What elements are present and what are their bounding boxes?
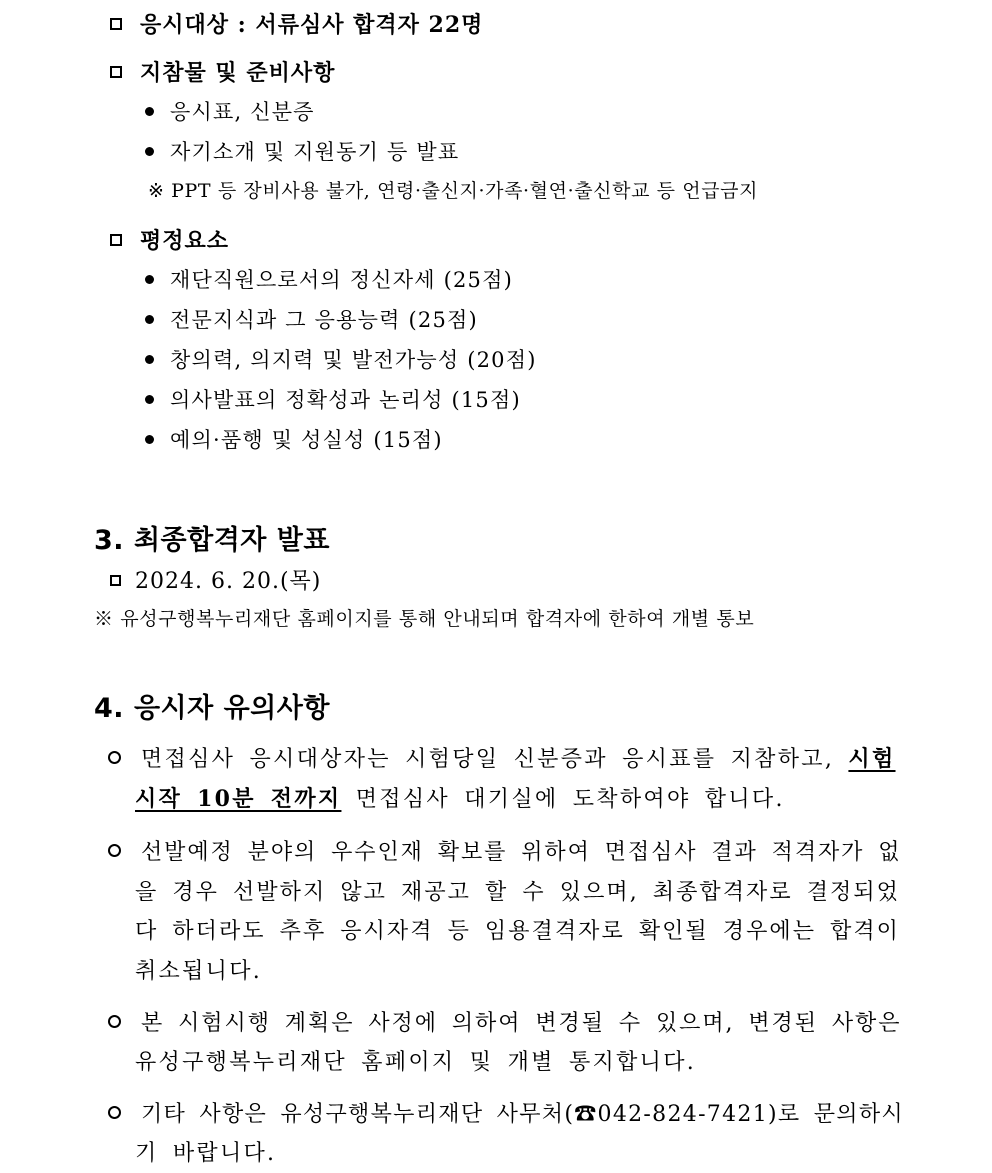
notice-paragraph-4-line-2: 기 바랍니다. — [135, 1141, 277, 1166]
list-item-text: 창의력, 의지력 및 발전가능성 (20점) — [170, 348, 537, 372]
section3-note: ※ 유성구행복누리재단 홈페이지를 통해 안내되며 합격자에 한하여 개별 통보 — [94, 608, 755, 630]
notice-paragraph-2-line-3: 다 하더라도 추후 응시자격 등 임용결격자로 확인될 경우에는 합격이 — [135, 919, 900, 944]
bullet-icon — [145, 395, 154, 404]
circle-bullet-icon — [108, 1015, 121, 1028]
list-item-text: 의사발표의 정확성과 논리성 (15점) — [170, 388, 521, 412]
checkbox-square-icon — [110, 18, 122, 30]
bullet-icon — [145, 435, 154, 444]
bullet-icon — [145, 355, 154, 364]
checkbox-square-icon — [110, 66, 122, 78]
p3-text: 본 시험시행 계획은 사정에 의하여 변경될 수 있으며, 변경된 사항은 — [141, 1011, 902, 1036]
checkbox-square-icon — [110, 575, 121, 586]
list-item — [145, 424, 443, 454]
items-label: 지참물 및 준비사항 — [140, 60, 336, 86]
notice-paragraph-2-line-2: 을 경우 선발하지 않고 재공고 할 수 있으며, 최종합격자로 결정되었 — [135, 880, 900, 905]
list-item-text: 예의·품행 및 성실성 (15점) — [170, 428, 443, 452]
criteria-label: 평정요소 — [140, 228, 230, 254]
notice-paragraph-4-line-1 — [108, 1097, 904, 1128]
circle-bullet-icon — [108, 751, 121, 764]
circle-bullet-icon — [108, 1106, 121, 1119]
list-item — [145, 264, 513, 294]
items-note: ※ PPT 등 장비사용 불가, 연령·출신지·가족·혈연·출신학교 등 언급금지 — [148, 180, 759, 202]
notice-paragraph-3-line-2: 유성구행복누리재단 홈페이지 및 개별 통지합니다. — [135, 1050, 697, 1075]
list-item — [145, 304, 478, 334]
p2-text: 선발예정 분야의 우수인재 확보를 위하여 면접심사 결과 적격자가 없 — [141, 840, 902, 865]
bullet-icon — [145, 147, 154, 156]
list-item-text: 재단직원으로서의 정신자세 (25점) — [170, 268, 513, 292]
list-item — [145, 384, 521, 414]
items-heading — [110, 56, 335, 87]
p1-text-a: 면접심사 응시대상자는 시험당일 신분증과 응시표를 지참하고, — [141, 747, 849, 772]
p1-text-b: 면접심사 대기실에 도착하여야 합니다. — [341, 787, 785, 812]
bullet-icon — [145, 275, 154, 284]
list-item-text: 자기소개 및 지원동기 등 발표 — [170, 140, 460, 164]
exam-target-line — [110, 8, 483, 39]
section3-date: 2024. 6. 20.(목) — [135, 569, 322, 594]
notice-paragraph-1-line-2 — [135, 782, 785, 813]
p1-emphasis-1: 시험 — [848, 746, 896, 772]
list-item — [145, 344, 537, 374]
circle-bullet-icon — [108, 844, 121, 857]
exam-target-value: 서류심사 합격자 22명 — [255, 12, 484, 38]
p1-emphasis-2: 시작 10분 전까지 — [135, 786, 342, 812]
list-item — [145, 96, 315, 126]
section3-title: 3. 최종합격자 발표 — [94, 525, 330, 556]
notice-paragraph-2-line-1 — [108, 835, 901, 866]
list-item-text: 전문지식과 그 응용능력 (25점) — [170, 308, 478, 332]
checkbox-square-icon — [110, 234, 122, 246]
exam-target-label: 응시대상 : — [140, 12, 256, 38]
p4-text: 기타 사항은 유성구행복누리재단 사무처(☎042-824-7421)로 문의하시 — [141, 1102, 904, 1127]
criteria-heading — [110, 224, 229, 255]
list-item — [145, 136, 459, 166]
section4-title: 4. 응시자 유의사항 — [94, 693, 330, 724]
list-item-text: 응시표, 신분증 — [170, 100, 315, 124]
notice-paragraph-3-line-1 — [108, 1006, 901, 1037]
section3-date-line — [110, 564, 321, 595]
bullet-icon — [145, 315, 154, 324]
notice-paragraph-1-line-1 — [108, 742, 896, 773]
notice-paragraph-2-line-4: 취소됩니다. — [135, 959, 263, 984]
bullet-icon — [145, 107, 154, 116]
